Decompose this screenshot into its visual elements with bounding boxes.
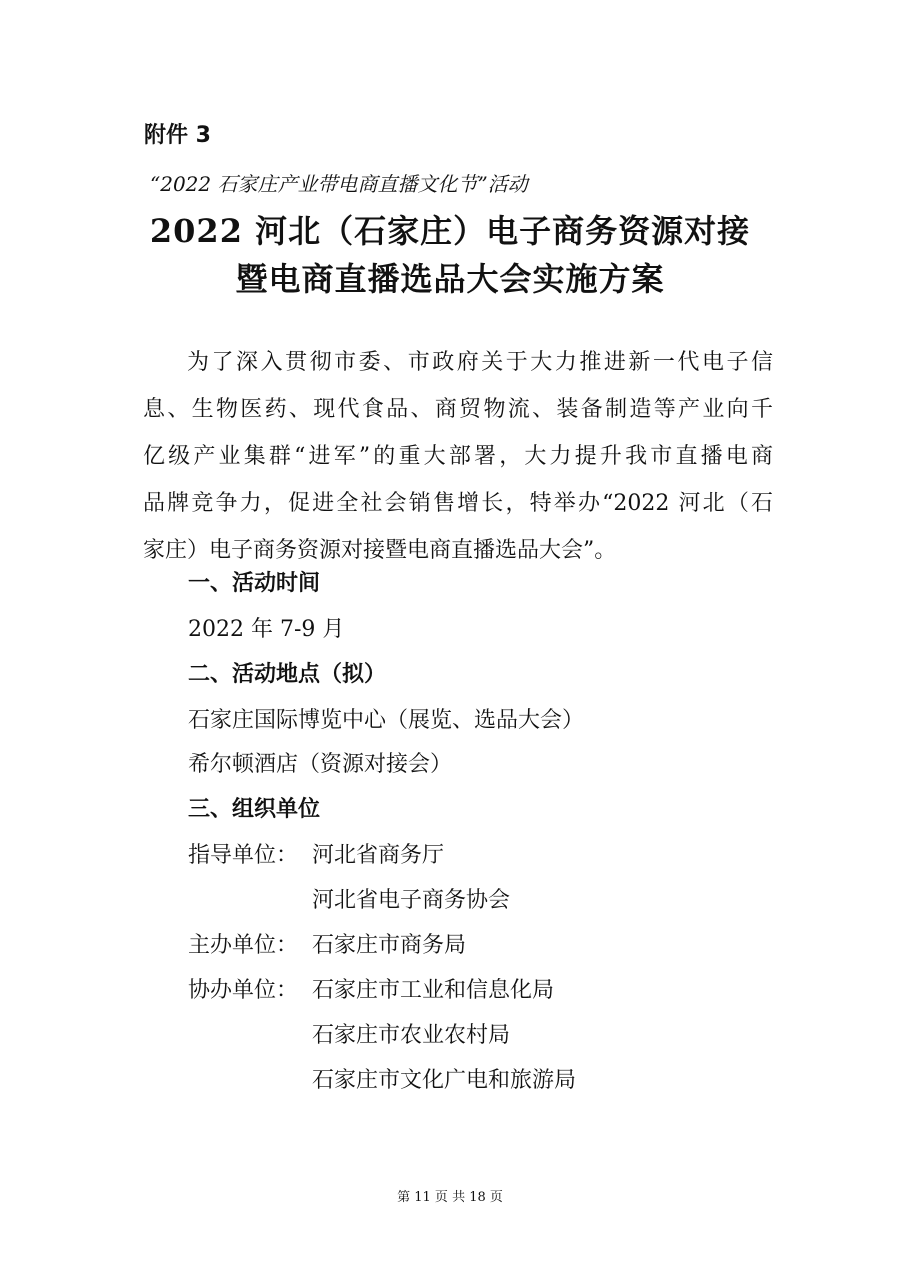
event-time: 2022 年 7-9 月 xyxy=(188,617,345,642)
document-title-line-2: 暨电商直播选品大会实施方案 xyxy=(235,260,665,298)
intro-line: 息、生物医药、现代食品、商贸物流、装备制造等产业向千 xyxy=(143,397,773,422)
host-unit-label: 主办单位： xyxy=(188,933,299,958)
guide-unit: 河北省电子商务协会 xyxy=(312,888,511,913)
host-unit: 石家庄市商务局 xyxy=(312,933,467,958)
intro-line: 家庄）电子商务资源对接暨电商直播选品大会”。 xyxy=(143,538,617,563)
venue-item: 石家庄国际博览中心（展览、选品大会） xyxy=(188,708,585,733)
co-unit: 石家庄市工业和信息化局 xyxy=(312,978,555,1003)
venue-item: 希尔顿酒店（资源对接会） xyxy=(188,752,453,777)
intro-line: 亿级产业集群“进军”的重大部署，大力提升我市直播电商 xyxy=(143,444,773,469)
intro-paragraph xyxy=(143,339,773,574)
co-unit: 石家庄市农业农村局 xyxy=(312,1023,511,1048)
intro-line: 品牌竞争力，促进全社会销售增长，特举办“2022 河北（石 xyxy=(143,491,773,516)
co-unit: 石家庄市文化广电和旅游局 xyxy=(312,1068,577,1093)
intro-line: 为了深入贯彻市委、市政府关于大力推进新一代电子信 xyxy=(187,350,773,375)
page-footer: 第 11 页 共 18 页 xyxy=(397,1190,503,1205)
attachment-label: 附件 3 xyxy=(144,123,211,148)
section-heading-organizers: 三、组织单位 xyxy=(188,797,321,822)
event-subtitle: “2022 石家庄产业带电商直播文化节”活动 xyxy=(150,172,528,196)
section-heading-time: 一、活动时间 xyxy=(188,571,321,596)
guide-unit-label: 指导单位： xyxy=(188,843,299,868)
section-heading-venue: 二、活动地点（拟） xyxy=(188,662,387,687)
guide-unit: 河北省商务厅 xyxy=(312,843,445,868)
document-title-line-1: 2022 河北（石家庄）电子商务资源对接 xyxy=(149,212,751,250)
co-unit-label: 协办单位： xyxy=(188,978,299,1003)
